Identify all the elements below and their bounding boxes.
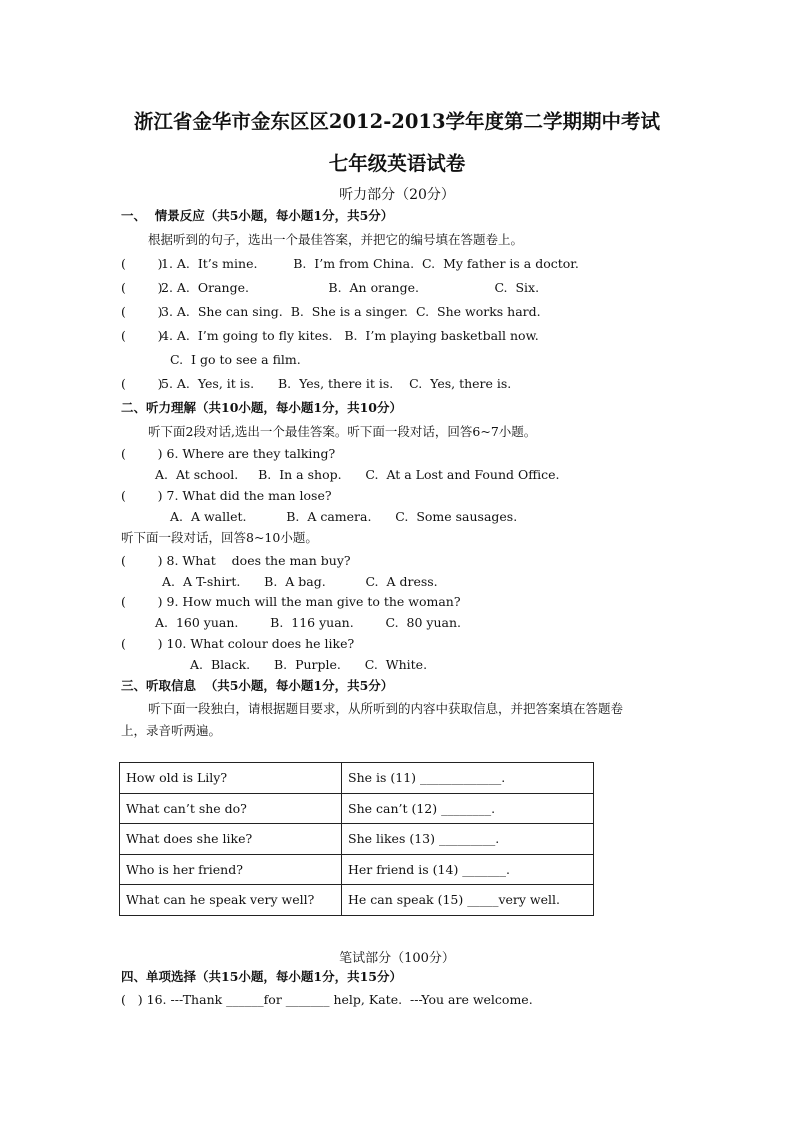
part2-question-10: ( ) 10. What colour does he like? [121,636,355,651]
part1-question-4-option-c: C. I go to see a film. [170,352,301,367]
part2-question-6: ( ) 6. Where are they talking? [121,446,336,461]
document-title: 浙江省金华市金东区区2012-2013学年度第二学期期中考试 [133,110,661,133]
answer-bracket[interactable]: ( ) [121,280,163,295]
table-row [120,763,594,794]
part2-question-7-options: A. A wallet. B. A camera. C. Some sausages. [170,509,518,524]
listening-section-header: 听力部分（20分） [339,187,455,203]
part2-question-6-options: A. At school. B. In a shop. C. At a Lost and Found Office. [155,467,560,482]
part3-heading: 三、听取信息 （共5小题，每小题1分，共5分） [121,678,394,693]
question-text: 5. A. Yes, it is. B. Yes, there it is. C. Yes, there is. [161,376,512,391]
table-question-cell: Who is her friend? [120,854,342,885]
part2-question-10-options: A. Black. B. Purple. C. White. [190,657,428,672]
answer-bracket[interactable]: ( ) [121,256,163,271]
part2-instruction-2: 听下面一段对话，回答8~10小题。 [121,530,318,545]
part3-instruction-line1: 听下面一段独白，请根据题目要求，从所听到的内容中获取信息，并把答案填在答题卷 [148,701,624,716]
question-text: 1. A. It’s mine. B. I’m from China. C. My father is a doctor. [161,256,579,271]
answer-bracket[interactable]: ( ) [121,376,163,391]
answer-bracket[interactable]: ( ) [121,328,163,343]
table-answer-cell[interactable]: She is (11) _____________. [342,763,594,794]
question-text: 4. A. I’m going to fly kites. B. I’m playing basketball now. [161,328,539,343]
part1-instruction: 根据听到的句子，选出一个最佳答案，并把它的编号填在答题卷上。 [148,232,524,247]
part2-heading: 二、听力理解（共10小题，每小题1分，共10分） [121,400,402,415]
part2-question-9-options: A. 160 yuan. B. 116 yuan. C. 80 yuan. [155,615,461,630]
table-question-cell: What can’t she do? [120,793,342,824]
part2-question-7: ( ) 7. What did the man lose? [121,488,332,503]
table-question-cell: How old is Lily? [120,763,342,794]
table-row [120,885,594,916]
part2-question-8: ( ) 8. What does the man buy? [121,553,351,568]
listening-info-table [119,762,594,916]
part2-instruction-1: 听下面2段对话,选出一个最佳答案。听下面一段对话，回答6~7小题。 [148,424,537,439]
answer-bracket[interactable]: ( ) [121,304,163,319]
part1-heading: 一、 情景反应（共5小题，每小题1分，共5分） [121,208,394,223]
table-row [120,793,594,824]
part4-question-16: ( ) 16. ---Thank ______for _______ help, Kate. ---You are welcome. [121,992,533,1007]
table-answer-cell[interactable]: Her friend is (14) _______. [342,854,594,885]
part4-heading: 四、单项选择（共15小题，每小题1分，共15分） [121,969,402,984]
part2-question-8-options: A. A T-shirt. B. A bag. C. A dress. [162,574,438,589]
table-question-cell: What can he speak very well? [120,885,342,916]
part3-instruction-line2: 上，录音听两遍。 [121,723,222,738]
question-text: 3. A. She can sing. B. She is a singer. C. She works hard. [161,304,541,319]
part2-question-9: ( ) 9. How much will the man give to the woman? [121,594,461,609]
question-text: 2. A. Orange. B. An orange. C. Six. [161,280,540,295]
written-section-header: 笔试部分（100分） [339,951,455,966]
table-answer-cell[interactable]: She can’t (12) ________. [342,793,594,824]
table-row [120,824,594,855]
table-question-cell: What does she like? [120,824,342,855]
table-answer-cell[interactable]: She likes (13) _________. [342,824,594,855]
table-row [120,854,594,885]
document-subtitle: 七年级英语试卷 [328,152,466,175]
table-answer-cell[interactable]: He can speak (15) _____very well. [342,885,594,916]
